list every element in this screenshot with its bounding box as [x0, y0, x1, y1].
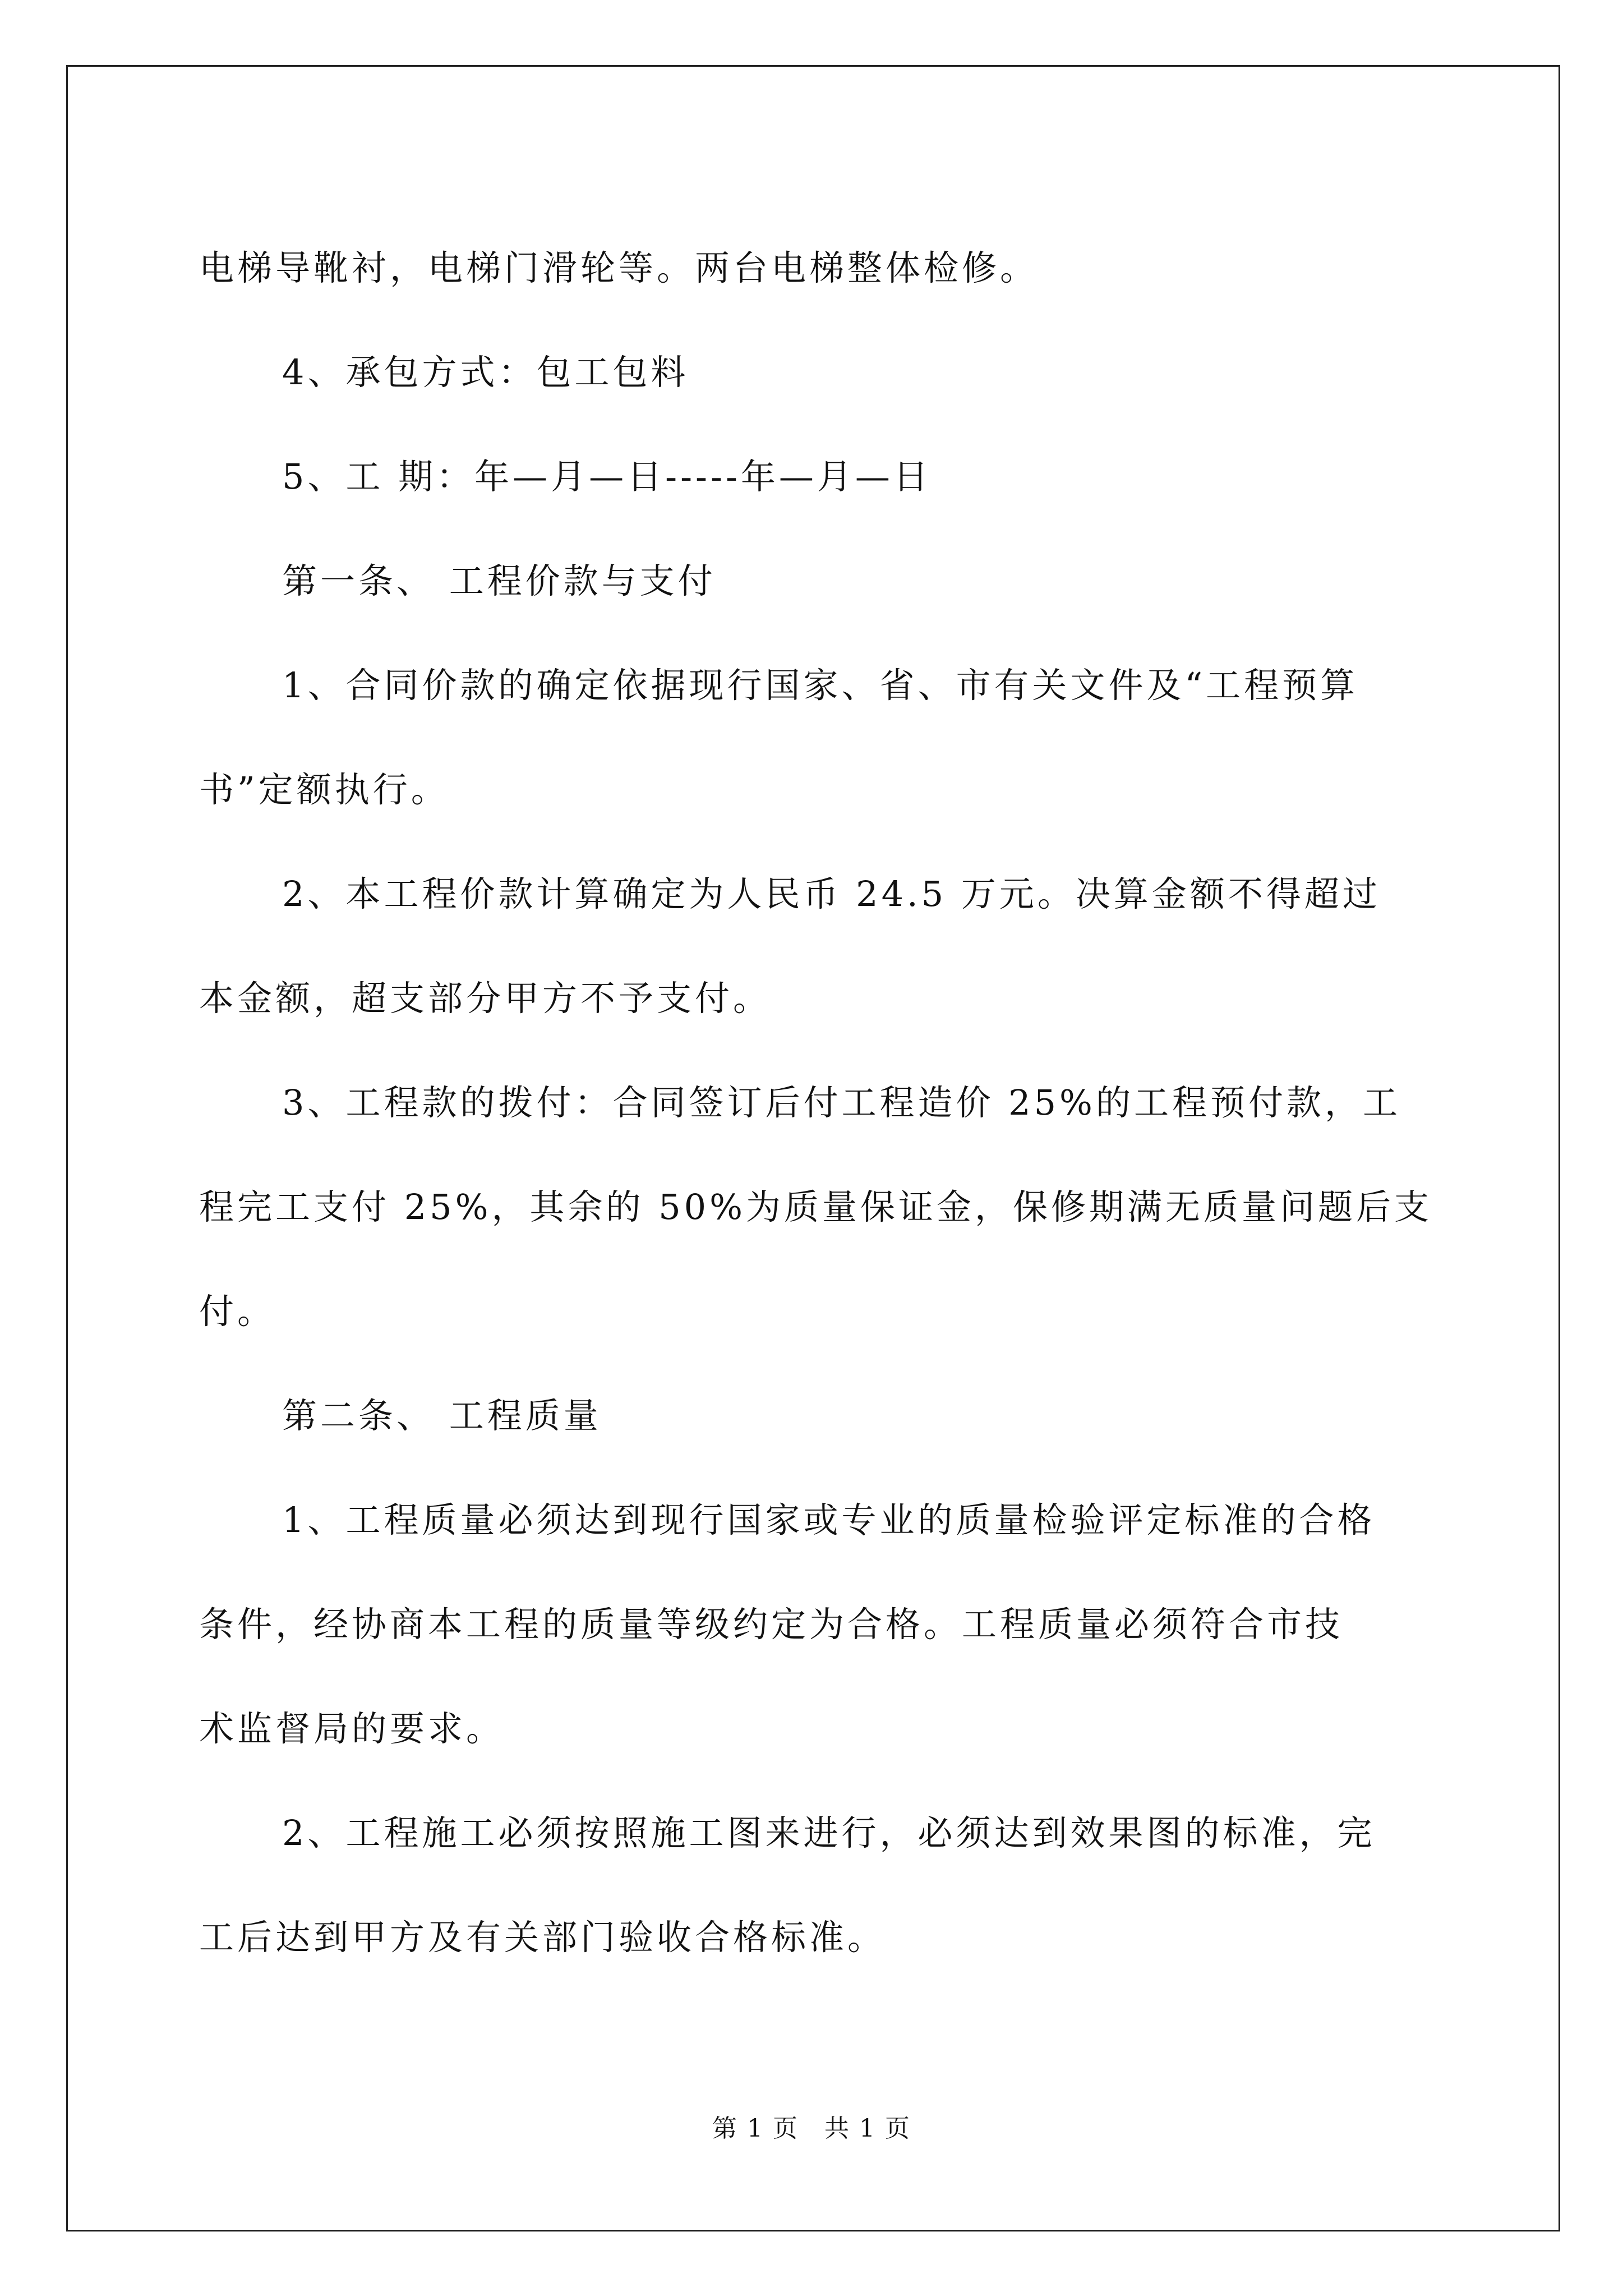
text-line: 本金额，超支部分甲方不予支付。	[199, 978, 772, 1019]
text-line: 电梯导靴衬，电梯门滑轮等。两台电梯整体检修。	[199, 247, 1039, 288]
text-line: 工后达到甲方及有关部门验收合格标准。	[199, 1917, 886, 1958]
page-number-footer: 第 1 页 共 1 页	[712, 2114, 911, 2143]
section-heading: 第二条、 工程质量	[282, 1395, 602, 1436]
text-line: 程完工支付 25%，其余的 50%为质量保证金，保修期满无质量问题后支	[199, 1186, 1433, 1227]
text-line: 条件，经协商本工程的质量等级约定为合格。工程质量必须符合市技	[199, 1604, 1344, 1645]
text-line: 1、合同价款的确定依据现行国家、省、市有关文件及“工程预算	[282, 665, 1359, 706]
text-line: 术监督局的要求。	[199, 1708, 505, 1749]
text-line: 付。	[199, 1291, 276, 1332]
text-line: 2、本工程价款计算确定为人民币 24.5 万元。决算金额不得超过	[282, 873, 1381, 914]
text-line: 3、工程款的拨付：合同签订后付工程造价 25%的工程预付款，工	[282, 1082, 1401, 1123]
section-heading: 第一条、 工程价款与支付	[282, 560, 716, 601]
text-line: 2、工程施工必须按照施工图来进行，必须达到效果图的标准，完	[282, 1812, 1376, 1853]
document-body	[199, 216, 1433, 1990]
text-line: 5、工 期：年—月—日-----年—月—日	[282, 456, 932, 497]
text-line: 4、承包方式：包工包料	[282, 352, 689, 393]
text-line: 书”定额执行。	[199, 769, 449, 810]
text-line: 1、工程质量必须达到现行国家或专业的质量检验评定标准的合格	[282, 1499, 1376, 1540]
